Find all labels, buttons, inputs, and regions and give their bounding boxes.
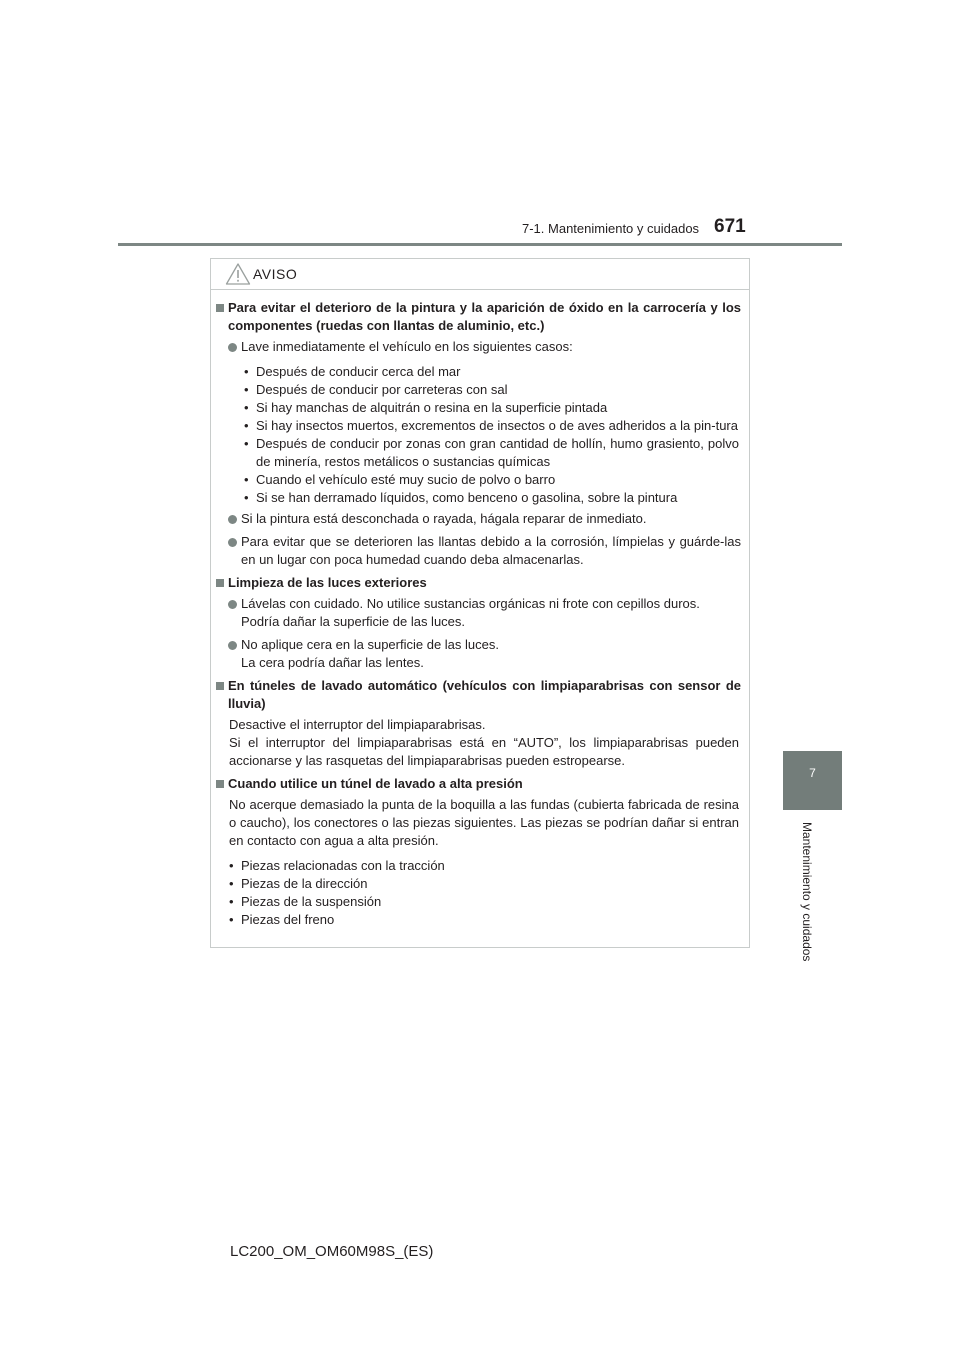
chapter-label: Mantenimiento y cuidados xyxy=(800,822,814,962)
list-item: • Después de conducir por carreteras con sal xyxy=(211,381,749,399)
document-code: LC200_OM_OM60M98S_(ES) xyxy=(230,1243,434,1260)
warning-title: AVISO xyxy=(253,266,298,282)
heading-high-pressure-wash: Cuando utilice un túnel de lavado a alta presión xyxy=(211,775,749,793)
item-chipped-paint: Si la pintura está desconchada o rayada, hágala reparar de inmediato. xyxy=(211,510,749,528)
list-item: • Piezas relacionadas con la tracción xyxy=(211,857,749,875)
list-item: • Si hay insectos muertos, excrementos de insectos o de aves adheridos a la pin-tura xyxy=(211,417,749,435)
item-lights-wash-line1: Lávelas con cuidado. No utilice sustancias orgánicas ni frote con cepillos duros. xyxy=(241,596,700,611)
item-lights-wash-line2: Podría dañar la superficie de las luces. xyxy=(241,614,466,629)
item-wash-intro: Lave inmediatamente el vehículo en los siguientes casos: xyxy=(211,338,749,356)
header-rule xyxy=(118,243,842,246)
warning-box xyxy=(210,258,750,948)
chapter-tab xyxy=(783,751,842,810)
list-item: • Piezas del freno xyxy=(211,911,749,929)
list-item: • Si hay manchas de alquitrán o resina en la superficie pintada xyxy=(211,399,749,417)
list-item: • Si se han derramado líquidos, como benceno o gasolina, sobre la pintura xyxy=(211,489,749,507)
header-section-title: 7-1. Mantenimiento y cuidados xyxy=(522,221,700,236)
item-lights-wax xyxy=(211,636,749,672)
carwash-line2: Si el interruptor del limpiaparabrisas está en “AUTO”, los limpiaparabrisas pueden accionarse y las rasquetas del limpiaparabrisas pueden estropearse. xyxy=(229,735,739,768)
carwash-line1: Desactive el interruptor del limpiaparabrisas. xyxy=(229,717,486,732)
list-item: • Piezas de la dirección xyxy=(211,875,749,893)
list-item: • Después de conducir cerca del mar xyxy=(211,363,749,381)
page-number: 671 xyxy=(714,216,746,237)
heading-automatic-carwash: En túneles de lavado automático (vehículos con limpiaparabrisas con sensor de lluvia) xyxy=(211,677,749,713)
heading-exterior-lights: Limpieza de las luces exteriores xyxy=(211,574,749,592)
item-lights-wax-line2: La cera podría dañar las lentes. xyxy=(241,655,424,670)
item-wheel-storage: Para evitar que se deterioren las llantas debido a la corrosión, límpielas y guárde-las en un lugar con poca humedad cuando deba almacenarlas. xyxy=(211,533,749,569)
warning-content xyxy=(211,299,749,929)
list-item: • Piezas de la suspensión xyxy=(211,893,749,911)
item-lights-wash xyxy=(211,595,749,631)
list-item: • Cuando el vehículo esté muy sucio de polvo o barro xyxy=(211,471,749,489)
chapter-number: 7 xyxy=(809,766,816,780)
warning-header xyxy=(211,259,749,290)
item-lights-wax-line1: No aplique cera en la superficie de las luces. xyxy=(241,637,499,652)
carwash-text xyxy=(211,716,749,770)
warning-triangle-icon xyxy=(225,262,251,286)
heading-paint-protection: Para evitar el deterioro de la pintura y la aparición de óxido en la carrocería y los componentes (ruedas con llantas de aluminio, etc.) xyxy=(211,299,749,335)
list-item: • Después de conducir por zonas con gran cantidad de hollín, humo grasiento, polvo de minería, restos metálicos o sustancias químicas xyxy=(211,435,749,471)
pressure-text: No acerque demasiado la punta de la boquilla a las fundas (cubierta fabricada de resina o caucho), los conectores o las piezas siguientes. Las piezas se podrían dañar si entran en contacto con agua a alta presión. xyxy=(229,797,739,848)
